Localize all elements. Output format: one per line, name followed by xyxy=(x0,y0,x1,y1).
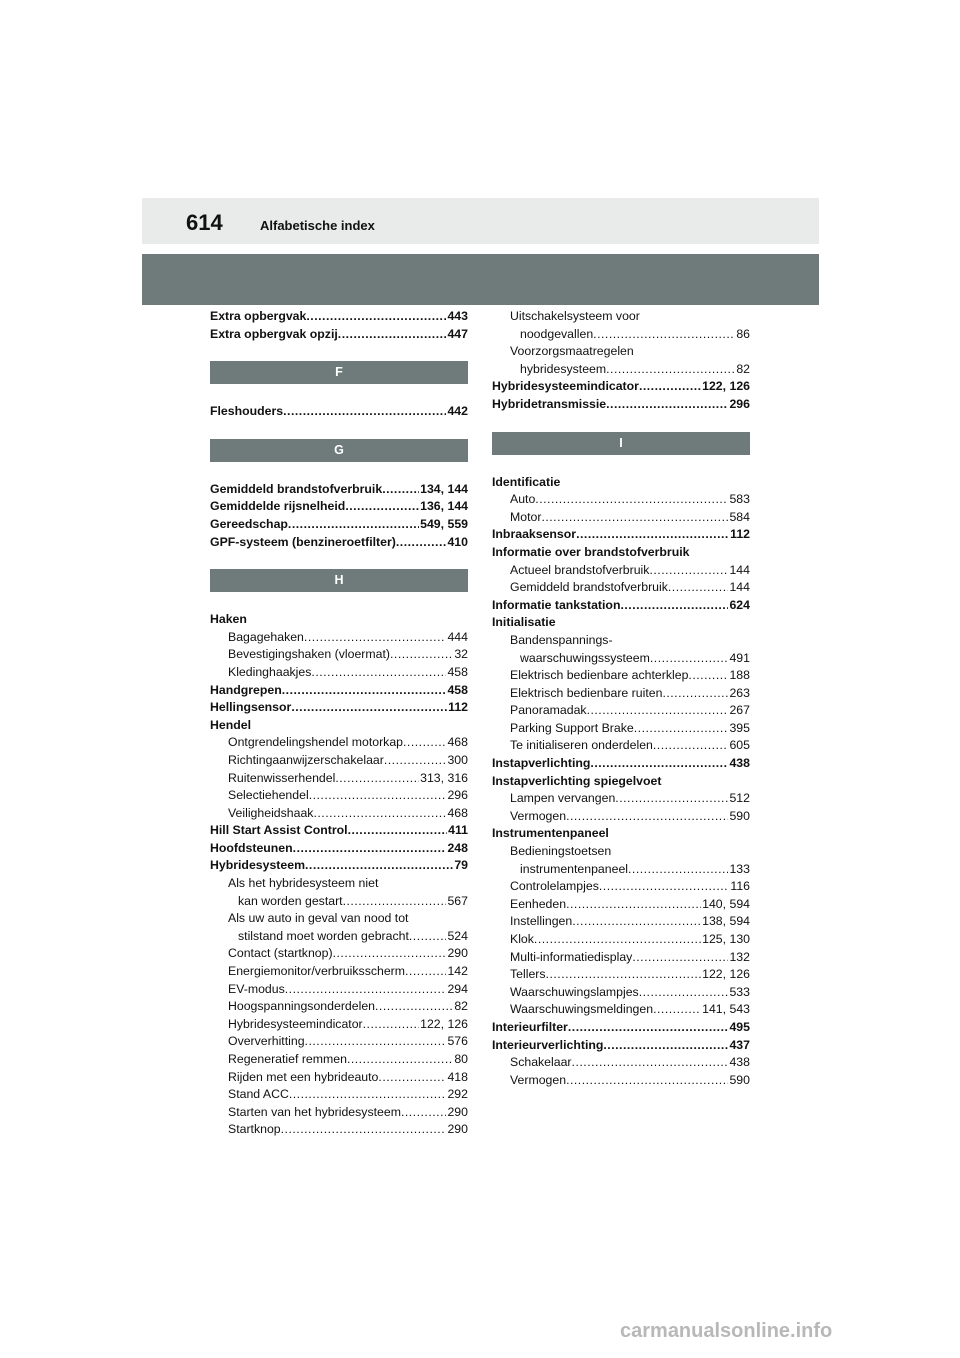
index-subentry: Stand ACC ..... 292 xyxy=(210,1086,468,1104)
index-entry: Gereedschap ..... 549, 559 xyxy=(210,516,468,534)
index-entry: Hellingsensor ..... 112 xyxy=(210,699,468,717)
index-subentry: stilstand moet worden gebracht ..... 524 xyxy=(210,928,468,946)
index-entry: Hoofdsteunen ..... 248 xyxy=(210,840,468,858)
letter-heading-g: G xyxy=(210,439,468,462)
index-entry: Instapverlichting ..... 438 xyxy=(492,755,750,773)
index-subentry: Motor ..... 584 xyxy=(492,509,750,527)
index-subentry: noodgevallen ..... 86 xyxy=(492,326,750,344)
letter-heading-i: I xyxy=(492,432,750,455)
page-number: 614 xyxy=(186,210,223,235)
index-heading: Instrumentenpaneel xyxy=(492,826,609,841)
index-heading: Haken xyxy=(210,612,247,627)
index-subentry: Panoramadak ..... 267 xyxy=(492,702,750,720)
index-subentry: Kledinghaakjes ..... 458 xyxy=(210,664,468,682)
index-subentry-line: Als uw auto in geval van nood tot xyxy=(228,911,409,926)
index-subentry: Oververhitting ..... 576 xyxy=(210,1033,468,1051)
index-subentry: instrumentenpaneel ..... 133 xyxy=(492,861,750,879)
index-heading: Informatie over brandstofverbruik xyxy=(492,544,690,559)
index-subentry: Instellingen ..... 138, 594 xyxy=(492,913,750,931)
index-subentry: Controlelampjes ..... 116 xyxy=(492,878,750,896)
index-subentry: Hoogspanningsonderdelen ..... 82 xyxy=(210,998,468,1016)
index-subentry: Parking Support Brake ..... 395 xyxy=(492,720,750,738)
index-entry: Interieurverlichting ..... 437 xyxy=(492,1037,750,1055)
index-subentry: kan worden gestart ..... 567 xyxy=(210,893,468,911)
index-subentry-line: Als het hybridesysteem niet xyxy=(228,876,379,891)
index-subentry: Tellers ..... 122, 126 xyxy=(492,966,750,984)
index-subentry: Auto ..... 583 xyxy=(492,491,750,509)
index-subentry: Ontgrendelingshendel motorkap ..... 468 xyxy=(210,734,468,752)
index-subentry: Contact (startknop) ..... 290 xyxy=(210,945,468,963)
index-entry: Fleshouders ..... 442 xyxy=(210,403,468,421)
index-subentry: Bevestigingshaken (vloermat) ..... 32 xyxy=(210,646,468,664)
index-subentry: Waarschuwingsmeldingen ..... 141, 543 xyxy=(492,1001,750,1019)
index-entry: Informatie tankstation ..... 624 xyxy=(492,597,750,615)
index-subentry: Bagagehaken ..... 444 xyxy=(210,629,468,647)
index-entry: Inbraaksensor ..... 112 xyxy=(492,526,750,544)
header-band xyxy=(142,254,819,305)
index-entry: Hybridesysteem ..... 79 xyxy=(210,857,468,875)
index-subentry: Selectiehendel ..... 296 xyxy=(210,787,468,805)
index-entry: Hybridesysteemindicator ..... 122, 126 xyxy=(492,378,750,396)
index-subentry: Starten van het hybridesysteem ..... 290 xyxy=(210,1104,468,1122)
index-heading: Hendel xyxy=(210,717,251,732)
index-subentry: Elektrisch bedienbare ruiten ..... 263 xyxy=(492,685,750,703)
letter-heading-f: F xyxy=(210,361,468,384)
index-subentry: Gemiddeld brandstofverbruik ..... 144 xyxy=(492,579,750,597)
index-heading: Instapverlichting spiegelvoet xyxy=(492,773,662,788)
index-entry: Extra opbergvak opzij ..... 447 xyxy=(210,326,468,344)
index-subentry: Energiemonitor/verbruiksscherm ..... 142 xyxy=(210,963,468,981)
index-subentry: Lampen vervangen ..... 512 xyxy=(492,790,750,808)
index-subentry: EV-modus ..... 294 xyxy=(210,981,468,999)
index-subentry: Actueel brandstofverbruik ..... 144 xyxy=(492,562,750,580)
index-subentry: waarschuwingssysteem ..... 491 xyxy=(492,650,750,668)
section-title: Alfabetische index xyxy=(260,218,375,233)
index-subentry: Multi-informatiedisplay ..... 132 xyxy=(492,949,750,967)
watermark: carmanualsonline.info xyxy=(620,1320,833,1342)
letter-heading-h: H xyxy=(210,569,468,592)
index-subentry: Eenheden ..... 140, 594 xyxy=(492,896,750,914)
index-subentry: Te initialiseren onderdelen ..... 605 xyxy=(492,737,750,755)
index-column-right xyxy=(492,308,750,1089)
index-subentry: Veiligheidshaak ..... 468 xyxy=(210,805,468,823)
index-subentry: Richtingaanwijzerschakelaar ..... 300 xyxy=(210,752,468,770)
index-subentry-line: Voorzorgsmaatregelen xyxy=(510,344,634,359)
header-bar xyxy=(142,198,819,244)
index-subentry: Vermogen ..... 590 xyxy=(492,1072,750,1090)
index-entry: Gemiddelde rijsnelheid ..... 136, 144 xyxy=(210,498,468,516)
index-subentry: hybridesysteem ..... 82 xyxy=(492,361,750,379)
index-subentry: Klok ..... 125, 130 xyxy=(492,931,750,949)
index-subentry: Regeneratief remmen ..... 80 xyxy=(210,1051,468,1069)
index-subentry: Vermogen ..... 590 xyxy=(492,808,750,826)
index-entry: Handgrepen ..... 458 xyxy=(210,682,468,700)
index-entry: Gemiddeld brandstofverbruik ..... 134, 144 xyxy=(210,481,468,499)
index-subentry-line: Bedieningstoetsen xyxy=(510,844,612,859)
index-subentry: Elektrisch bedienbare achterklep ..... 188 xyxy=(492,667,750,685)
index-subentry: Ruitenwisserhendel ..... 313, 316 xyxy=(210,770,468,788)
index-entry: Extra opbergvak ..... 443 xyxy=(210,308,468,326)
index-subentry: Schakelaar ..... 438 xyxy=(492,1054,750,1072)
index-subentry: Waarschuwingslampjes ..... 533 xyxy=(492,984,750,1002)
index-subentry-line: Uitschakelsysteem voor xyxy=(510,309,640,323)
index-entry: Hybridetransmissie ..... 296 xyxy=(492,396,750,414)
index-entry: GPF-systeem (benzineroetfilter) ..... 410 xyxy=(210,534,468,552)
index-subentry: Hybridesysteemindicator ..... 122, 126 xyxy=(210,1016,468,1034)
index-column-left xyxy=(210,308,468,1139)
index-subentry: Rijden met een hybrideauto ..... 418 xyxy=(210,1069,468,1087)
index-entry: Interieurfilter ..... 495 xyxy=(492,1019,750,1037)
index-heading: Identificatie xyxy=(492,474,561,489)
index-heading: Initialisatie xyxy=(492,615,556,630)
index-entry: Hill Start Assist Control ..... 411 xyxy=(210,822,468,840)
index-subentry: Startknop ..... 290 xyxy=(210,1121,468,1139)
index-subentry-line: Bandenspannings- xyxy=(510,632,613,647)
